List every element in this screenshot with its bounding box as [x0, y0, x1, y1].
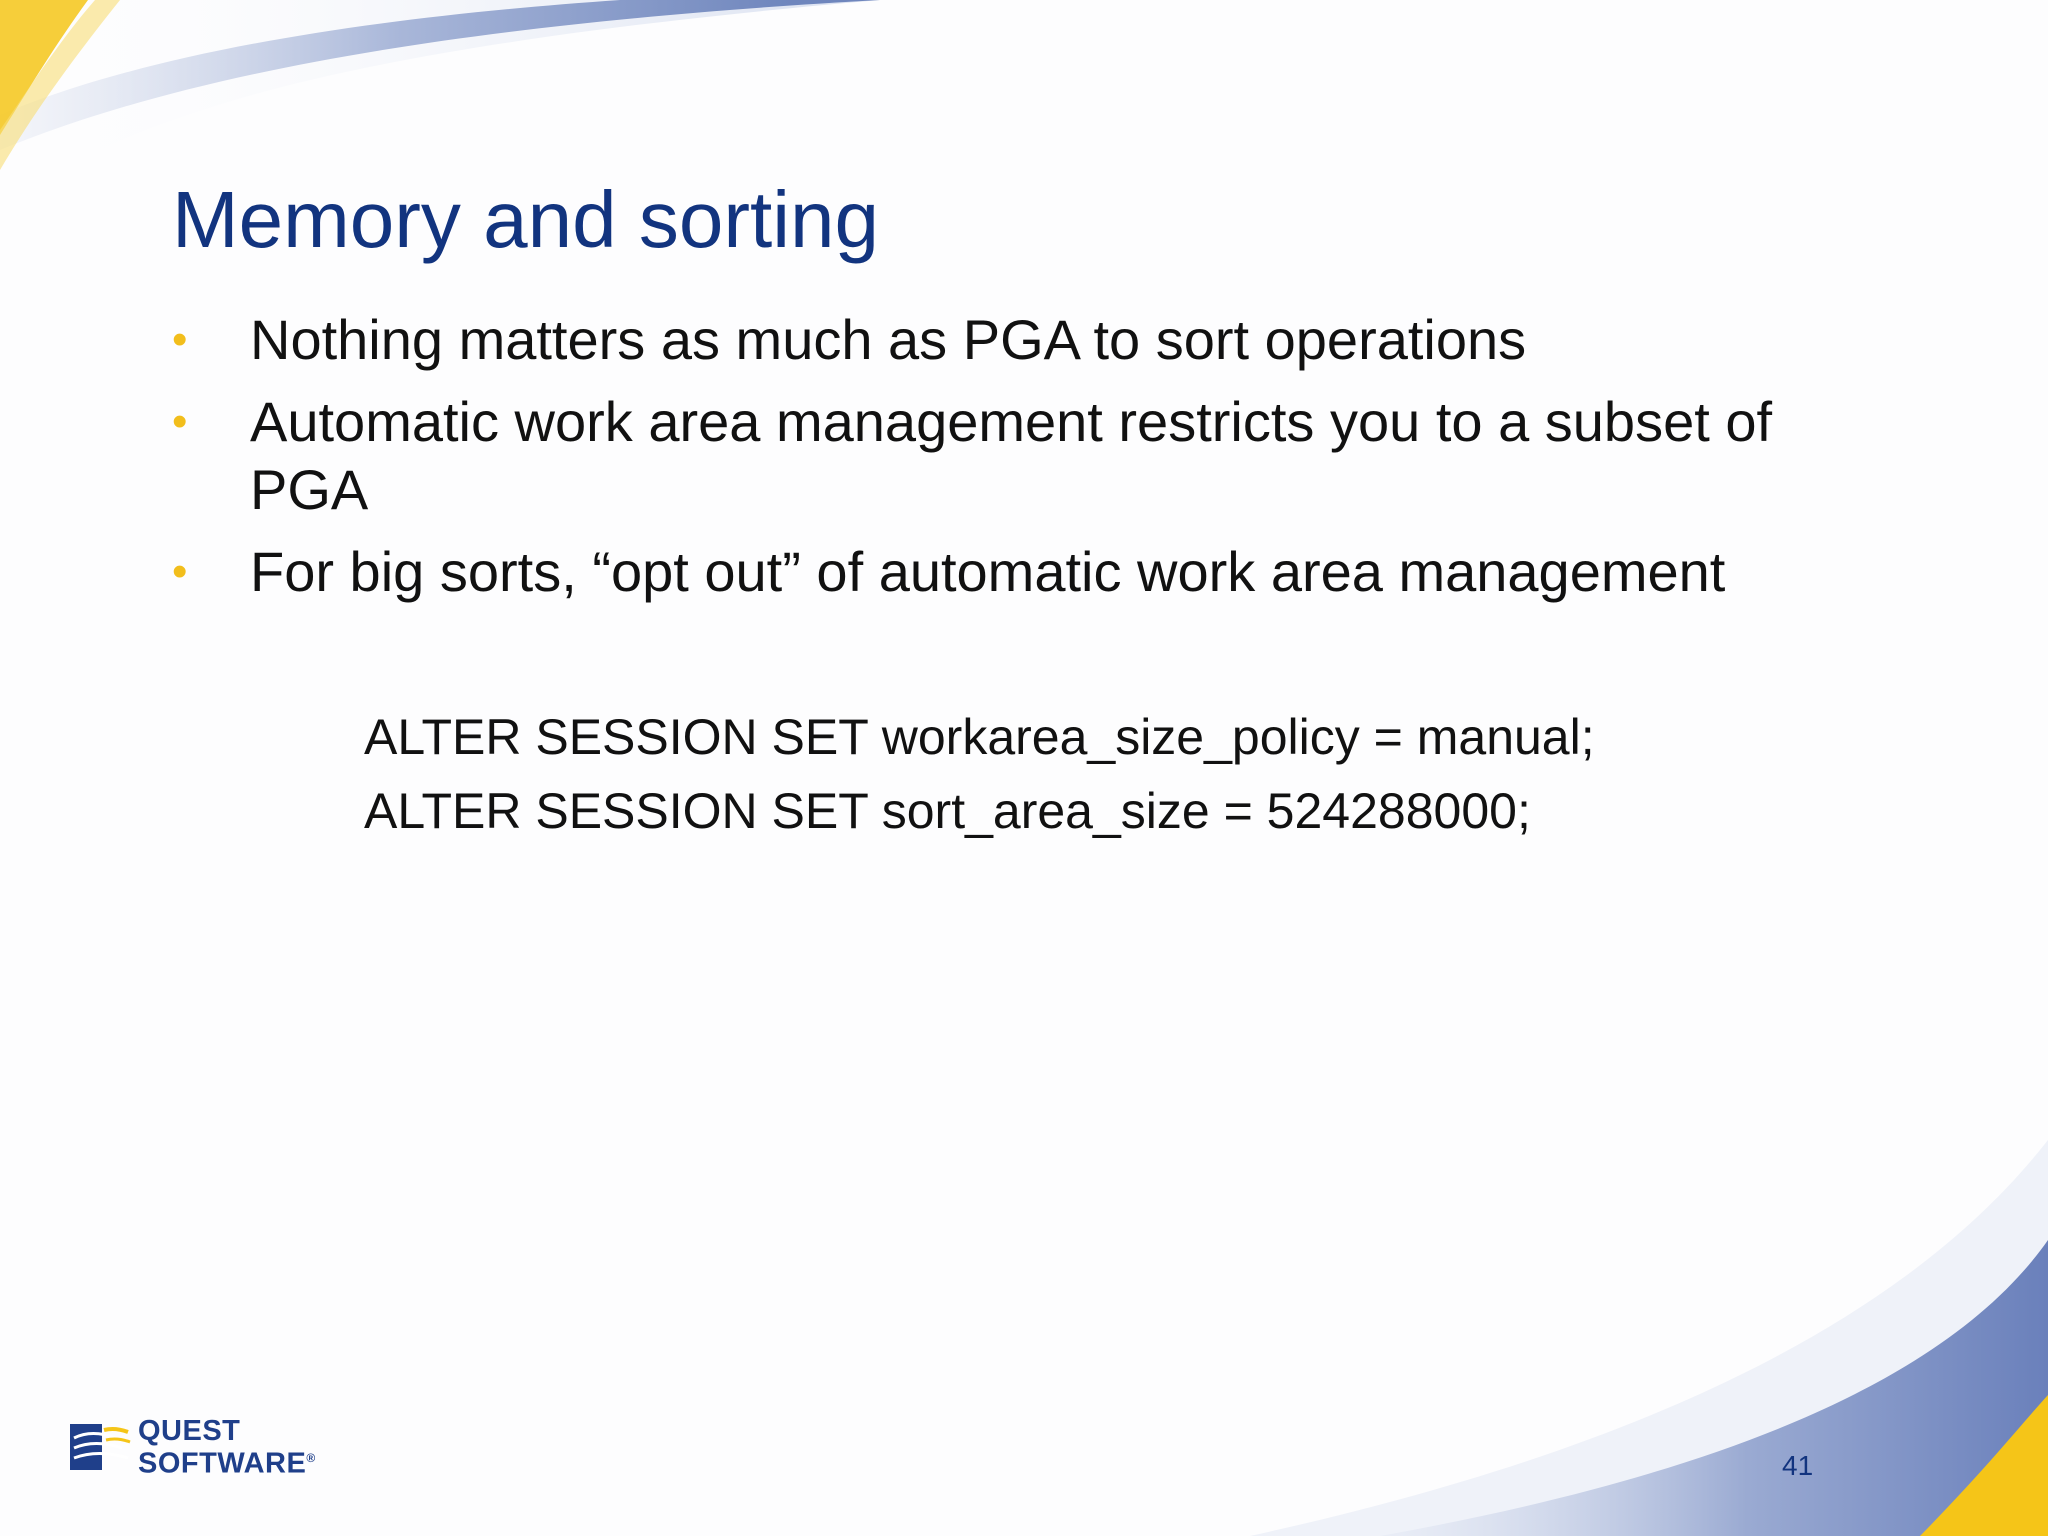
page-number: 41 [1782, 1450, 1814, 1481]
bullet-item [172, 538, 1852, 606]
sql-code-line: ALTER SESSION SET workarea_size_policy = manual; [364, 709, 1595, 765]
logo-wordmark [138, 1415, 316, 1480]
bullet-item [172, 306, 1852, 374]
bullet-list [172, 306, 1852, 620]
quest-software-logo [70, 1415, 370, 1480]
bullet-marker-icon: • [172, 547, 188, 596]
bullet-text: Nothing matters as much as PGA to sort operations [250, 308, 1527, 371]
bullet-text: For big sorts, “opt out” of automatic work area management [250, 540, 1726, 603]
sql-code-line: ALTER SESSION SET sort_area_size = 524288000; [364, 783, 1531, 839]
bullet-marker-icon: • [172, 315, 188, 364]
logo-text-line2: SOFTWARE [138, 1447, 307, 1480]
logo-registered-mark: ® [306, 1451, 316, 1465]
slide-title: Memory and sorting [172, 175, 879, 264]
quest-logo-mark-icon [70, 1418, 132, 1474]
bullet-marker-icon: • [172, 397, 188, 446]
logo-text-line1: QUEST [138, 1415, 241, 1447]
bullet-text: Automatic work area management restricts you to a subset of PGA [250, 390, 1773, 521]
bullet-item [172, 388, 1852, 524]
sql-code-block [364, 700, 1864, 848]
